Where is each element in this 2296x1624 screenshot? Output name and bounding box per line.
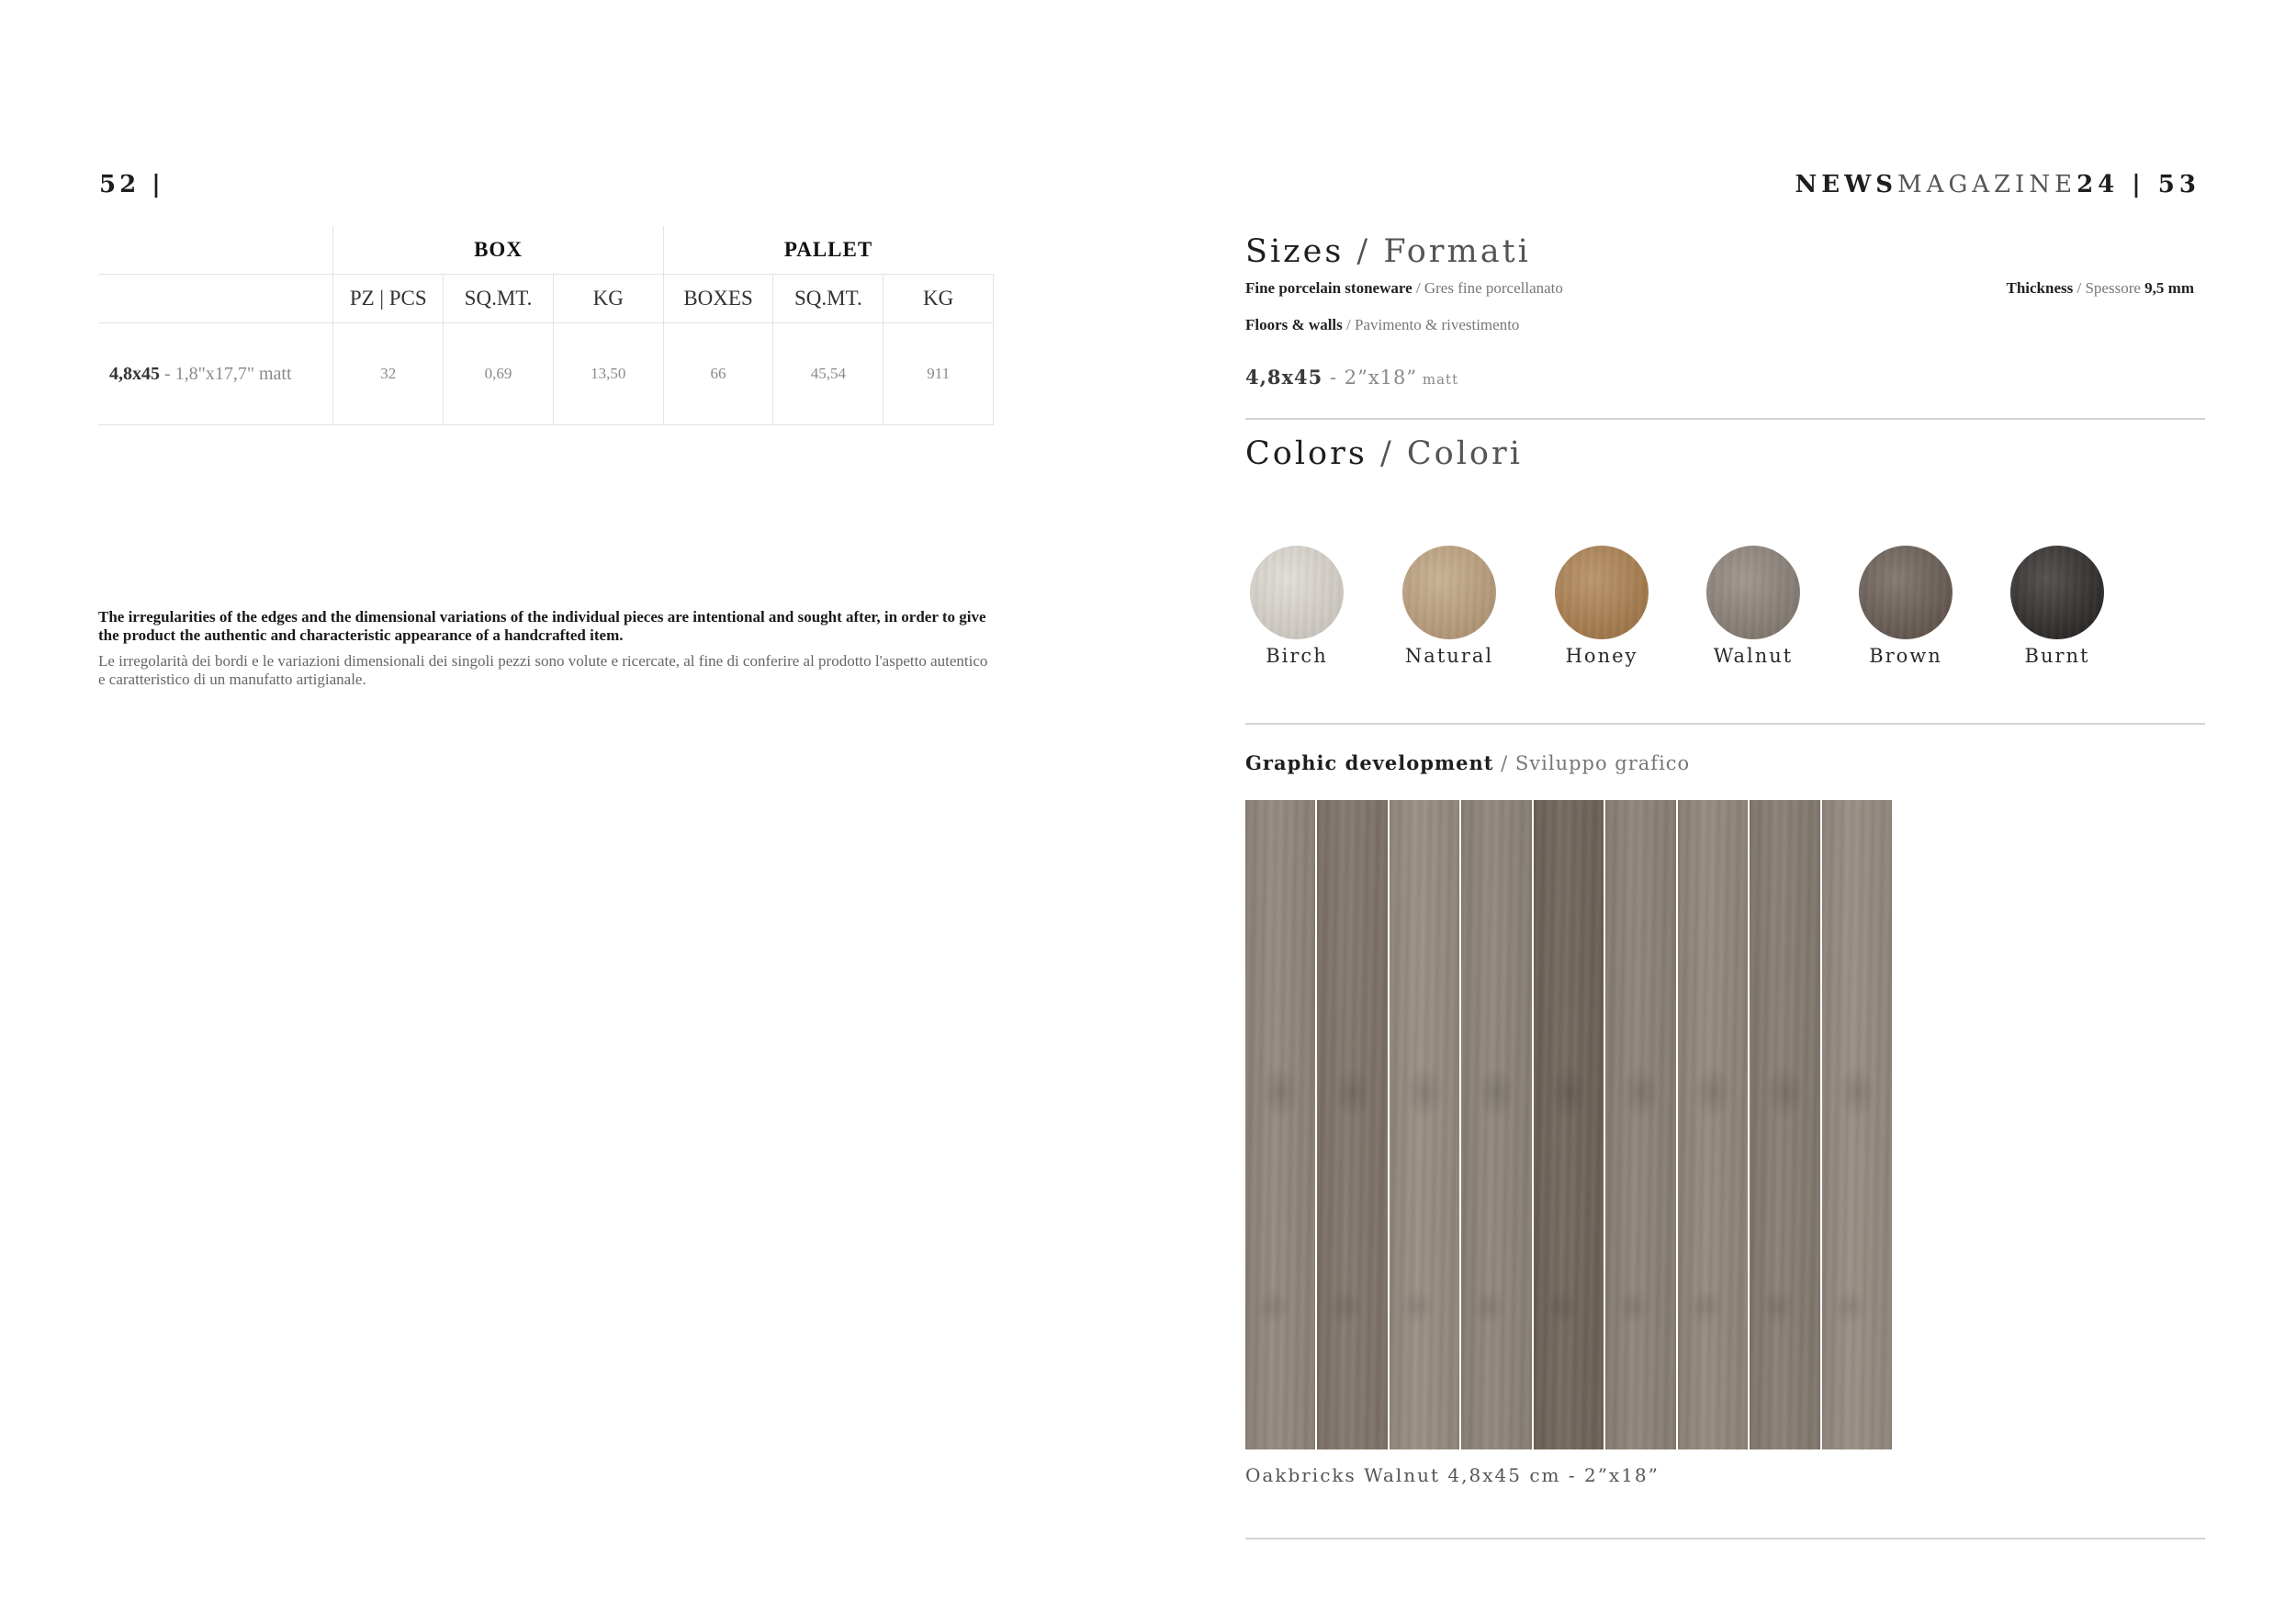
thickness-value: 9,5 mm bbox=[2144, 279, 2194, 297]
row-label-detail: - 1,8"x17,7" matt bbox=[160, 364, 292, 384]
color-swatch-honey[interactable] bbox=[1555, 546, 1649, 639]
color-swatch-burnt[interactable] bbox=[2010, 546, 2104, 639]
brand-number: 24 bbox=[2077, 171, 2120, 198]
material-line bbox=[1245, 279, 1563, 298]
divider bbox=[1245, 1538, 2205, 1539]
wood-plank bbox=[1534, 800, 1604, 1449]
colors-title-en: Colors bbox=[1245, 435, 1367, 472]
use-it: / Pavimento & rivestimento bbox=[1342, 316, 1520, 333]
plank-graphic bbox=[1245, 800, 1892, 1449]
format-inches: - 2”x18” bbox=[1322, 367, 1418, 389]
graphic-title-it: / Sviluppo grafico bbox=[1493, 752, 1691, 774]
wood-plank bbox=[1390, 800, 1459, 1449]
note-block bbox=[98, 608, 998, 689]
col-header-sqmt-pallet: SQ.MT. bbox=[773, 275, 884, 323]
format-finish: matt bbox=[1417, 371, 1459, 388]
table-corner bbox=[98, 226, 333, 275]
graphic-title-en: Graphic development bbox=[1245, 751, 1494, 774]
colors-title bbox=[1245, 435, 1523, 472]
row-label-size: 4,8x45 bbox=[109, 364, 160, 384]
color-label-honey: Honey bbox=[1565, 645, 1638, 667]
page-number-right bbox=[1795, 171, 2200, 198]
color-swatch-birch[interactable] bbox=[1250, 546, 1344, 639]
cell-sqmt-pallet: 45,54 bbox=[773, 323, 884, 425]
col-header-kg-pallet: KG bbox=[884, 275, 994, 323]
brand-magazine: MAGAZINE bbox=[1897, 171, 2077, 198]
color-label-walnut: Walnut bbox=[1713, 645, 1794, 667]
note-english: The irregularities of the edges and the dimensional variations of the individual pieces are intentional and sought after, in order to give the product the authentic and characteristic appearance of a handcrafted item. bbox=[98, 608, 986, 644]
thickness-line bbox=[2007, 279, 2195, 298]
page-number-left: 52 | bbox=[99, 171, 164, 198]
wood-plank bbox=[1678, 800, 1748, 1449]
col-header-kg-box: KG bbox=[553, 275, 663, 323]
cell-sqmt-box: 0,69 bbox=[444, 323, 554, 425]
sizes-title bbox=[1245, 233, 1531, 270]
color-swatch-natural[interactable] bbox=[1402, 546, 1496, 639]
graphic-development-title bbox=[1245, 751, 1690, 774]
color-label-burnt: Burnt bbox=[2024, 645, 2090, 667]
col-header-boxes: BOXES bbox=[663, 275, 773, 323]
cell-kg-pallet: 911 bbox=[884, 323, 994, 425]
use-line bbox=[1245, 316, 1519, 334]
format-size: 4,8x45 bbox=[1245, 366, 1323, 389]
color-label-brown: Brown bbox=[1869, 645, 1942, 667]
note-italian: Le irregolarità dei bordi e le variazioni dimensionali dei singoli pezzi sono volute e ricercate, al fine di conferire al prodotto l'aspetto autentico e caratteristico di un manufatto artigianale. bbox=[98, 652, 988, 688]
sizes-title-it: / Formati bbox=[1344, 233, 1531, 270]
color-swatch-walnut[interactable] bbox=[1706, 546, 1800, 639]
brand-news: NEWS bbox=[1795, 171, 1898, 198]
material-it: / Gres fine porcellanato bbox=[1412, 279, 1563, 297]
group-header-pallet: PALLET bbox=[663, 226, 993, 275]
thickness-label-it: / Spessore bbox=[2073, 279, 2145, 297]
material-en: Fine porcelain stoneware bbox=[1245, 279, 1412, 297]
wood-plank bbox=[1750, 800, 1819, 1449]
spec-table bbox=[98, 226, 994, 425]
row-label bbox=[98, 323, 333, 425]
cell-pcs: 32 bbox=[333, 323, 444, 425]
thickness-label: Thickness bbox=[2006, 279, 2074, 297]
color-swatch-brown[interactable] bbox=[1859, 546, 1953, 639]
graphic-caption: Oakbricks Walnut 4,8x45 cm - 2”x18” bbox=[1245, 1464, 1660, 1486]
table-corner-2 bbox=[98, 275, 333, 323]
divider bbox=[1245, 723, 2205, 725]
table-row bbox=[98, 323, 994, 425]
col-header-pcs: PZ | PCS bbox=[333, 275, 444, 323]
color-label-birch: Birch bbox=[1266, 645, 1328, 667]
wood-plank bbox=[1317, 800, 1387, 1449]
col-header-sqmt-box: SQ.MT. bbox=[444, 275, 554, 323]
color-label-natural: Natural bbox=[1404, 645, 1494, 667]
divider bbox=[1245, 418, 2205, 420]
cell-boxes: 66 bbox=[663, 323, 773, 425]
wood-plank bbox=[1605, 800, 1675, 1449]
format-line bbox=[1245, 366, 1458, 389]
use-en: Floors & walls bbox=[1245, 316, 1343, 333]
wood-plank bbox=[1245, 800, 1315, 1449]
page-number: | 53 bbox=[2119, 171, 2200, 198]
wood-plank bbox=[1822, 800, 1892, 1449]
wood-plank bbox=[1461, 800, 1531, 1449]
group-header-box: BOX bbox=[333, 226, 663, 275]
cell-kg-box: 13,50 bbox=[553, 323, 663, 425]
colors-title-it: / Colori bbox=[1367, 435, 1523, 472]
sizes-title-en: Sizes bbox=[1245, 233, 1345, 270]
